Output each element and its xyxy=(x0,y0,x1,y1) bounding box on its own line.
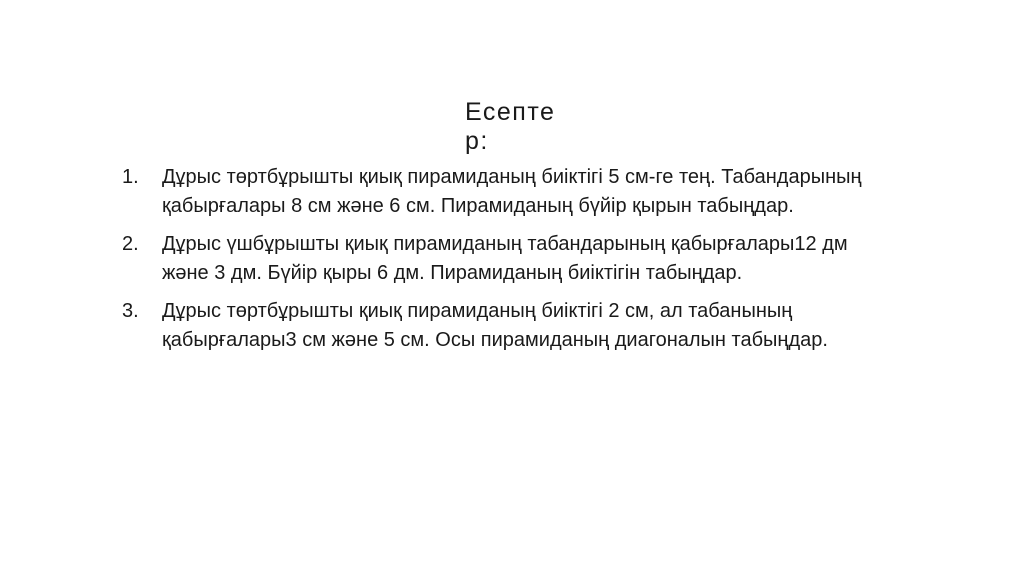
problem-number: 3. xyxy=(122,300,139,322)
slide-title: Есептер: xyxy=(465,98,556,155)
problem-item-3 xyxy=(122,297,882,355)
problem-item-1 xyxy=(122,163,882,221)
problem-number: 1. xyxy=(122,166,139,188)
problem-list xyxy=(122,163,882,364)
problem-text: Дұрыс төртбұрышты қиық пирамиданың биіктігі 5 см-ге тең. Табандарының қабырғалары 8 см және 6 см. Пирамиданың бүйір қырын табыңдар. xyxy=(162,166,862,217)
problem-text: Дұрыс төртбұрышты қиық пирамиданың биіктігі 2 см, ал табанының қабырғалары3 см және 5 см. Осы пирамиданың диагоналын табыңдар. xyxy=(162,300,828,351)
problem-number: 2. xyxy=(122,233,139,255)
problem-text: Дұрыс үшбұрышты қиық пирамиданың табандарының қабырғалары12 дм және 3 дм. Бүйір қыры 6 дм. Пирамиданың биіктігін табыңдар. xyxy=(162,233,848,284)
problem-item-2 xyxy=(122,230,882,288)
